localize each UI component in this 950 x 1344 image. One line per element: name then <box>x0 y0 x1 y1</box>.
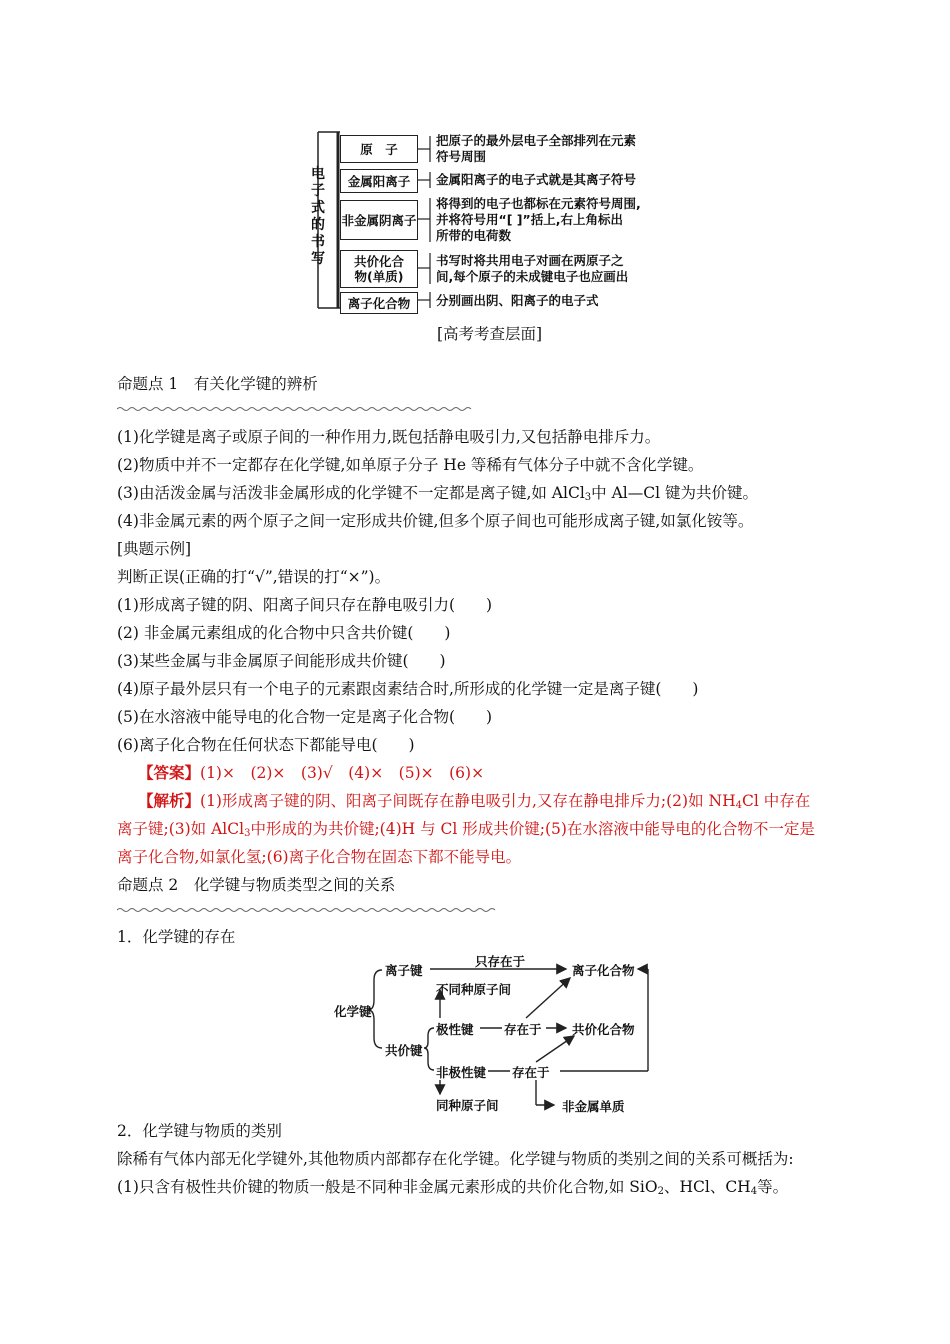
answer-label: 【答案】 <box>138 763 201 782</box>
point-1: (1)化学键是离子或原子间的一种作用力,既包括静电吸引力,又包括静电排斥力。 <box>117 428 661 446</box>
subscript: 3 <box>584 492 592 503</box>
node-covalent-bond: 共价键 <box>385 1043 423 1058</box>
question-stem: 判断正误(正确的打“√”,错误的打“×”)。 <box>117 568 391 586</box>
text-part: 离子键;(3)如 AlCl <box>117 820 245 838</box>
question-item-6: (6)离子化合物在任何状态下都能导电( ) <box>117 736 415 754</box>
node-nonmetal-element: 非金属单质 <box>562 1099 625 1114</box>
row-label-covalent <box>340 250 418 288</box>
analysis-line-2 <box>117 819 815 844</box>
text-part: Cl 中存在 <box>741 792 811 810</box>
text-part: 中 Al—Cl 键为共价键。 <box>591 484 758 502</box>
row-desc-covalent <box>436 253 628 285</box>
text-part: (3)由活泼金属与活泼非金属形成的化学键不一定都是离子键,如 AlCl <box>117 484 585 502</box>
node-ionic-compound: 离子化合物 <box>572 963 635 978</box>
point-4: (4)非金属元素的两个原子之间一定形成共价键,但多个原子间也可能形成离子键,如氯化铵等。 <box>117 512 754 530</box>
subscript: 3 <box>244 828 251 839</box>
question-item-1: (1)形成离子键的阴、阳离子间只存在静电吸引力( ) <box>117 596 493 614</box>
analysis-line-1 <box>138 791 810 816</box>
row-desc-ionic-compound <box>436 293 599 309</box>
node-same-atoms: 同种原子间 <box>436 1098 499 1113</box>
title-char: 书 <box>311 234 325 250</box>
desc-line: 所带的电荷数 <box>436 228 512 243</box>
point-3 <box>117 483 758 508</box>
question-item-5: (5)在水溶液中能导电的化合物一定是离子化合物( ) <box>117 708 493 726</box>
section-heading: 命题点 1 有关化学键的辨析 <box>117 375 318 393</box>
text-part: 等。 <box>757 1178 789 1196</box>
row-label-atom: 原 子 <box>340 135 418 163</box>
text-part: (1)形成离子键的阴、阳离子间既存在静电吸引力,又存在静电排斥力;(2)如 NH <box>200 792 736 810</box>
node-ionic-bond: 离子键 <box>385 963 423 978</box>
node-different-atoms: 不同种原子间 <box>436 982 512 997</box>
node-chemical-bond: 化学键 <box>334 1004 372 1019</box>
row-desc-metal-cation <box>436 172 636 188</box>
subheading-1: 1．化学键的存在 <box>117 928 236 946</box>
desc-line: 金属阳离子的电子式就是其离子符号 <box>436 172 637 187</box>
title-char: 电 <box>311 166 325 182</box>
desc-line: 间,每个原子的未成键电子也应画出 <box>436 269 629 284</box>
label-line: 共价化合 <box>353 254 404 269</box>
edge-label-exists-in: 存在于 <box>504 1022 542 1037</box>
text-part: (1)只含有极性共价键的物质一般是不同种非金属元素形成的共价化合物,如 SiO <box>117 1178 658 1196</box>
subscript: 4 <box>750 1186 758 1197</box>
example-tag: [典题示例] <box>117 540 192 558</box>
question-item-4: (4)原子最外层只有一个电子的元素跟卤素结合时,所形成的化学键一定是离子键( ) <box>117 680 699 698</box>
desc-line: 把原子的最外层电子全部排列在元素 <box>436 133 637 148</box>
edge-label-exists-in: 存在于 <box>512 1065 550 1080</box>
row-label-nonmetal-anion: 非金属阴离子 <box>340 200 418 240</box>
desc-line: 将得到的电子也都标在元素符号周围, <box>436 196 641 211</box>
text-part: 中形成的为共价键;(4)H 与 Cl 形成共价键;(5)在水溶液中能导电的化合物不一定是 <box>250 820 815 838</box>
label-line: 物(单质) <box>354 269 404 284</box>
subheading-2: 2．化学键与物质的类别 <box>117 1122 282 1140</box>
desc-line: 书写时将共用电子对画在两原子之 <box>436 253 624 268</box>
answer-text: (1)× (2)× (3)√ (4)× (5)× (6)× <box>200 764 485 782</box>
title-char: 写 <box>311 251 325 267</box>
point-2: (2)物质中并不一定都存在化学键,如单原子分子 He 等稀有气体分子中就不含化学键。 <box>117 456 704 474</box>
title-char: 式 <box>311 200 325 216</box>
node-polar-bond: 极性键 <box>436 1022 474 1037</box>
desc-line: 符号周围 <box>436 149 487 164</box>
subscript: 2 <box>657 1186 664 1197</box>
text-part: 、HCl、CH <box>663 1178 751 1196</box>
subscript: 4 <box>735 800 742 811</box>
diagram-caption: [高考考查层面] <box>437 325 543 343</box>
diagram-vertical-title <box>310 166 326 268</box>
answer-line <box>138 763 484 783</box>
edge-label-only-in: 只存在于 <box>475 954 526 969</box>
question-item-2: (2) 非金属元素组成的化合物中只含共价键( ) <box>117 624 451 642</box>
title-char: 的 <box>311 217 325 233</box>
desc-line: 分别画出阴、阳离子的电子式 <box>436 293 599 308</box>
wavy-underline <box>117 405 475 413</box>
node-nonpolar-bond: 非极性键 <box>436 1065 487 1080</box>
section-heading: 命题点 2 化学键与物质类型之间的关系 <box>117 876 396 894</box>
title-char: 子 <box>311 183 325 199</box>
desc-line: 并将符号用“[ ]”括上,右上角标出 <box>436 212 623 227</box>
node-covalent-compound: 共价化合物 <box>572 1022 635 1037</box>
row-desc-atom <box>436 133 636 165</box>
wavy-underline <box>117 906 499 914</box>
intro-paragraph: 除稀有气体内部无化学键外,其他物质内部都存在化学键。化学键与物质的类别之间的关系可概括为: <box>117 1150 794 1168</box>
row-desc-nonmetal-anion <box>436 196 641 244</box>
question-item-3: (3)某些金属与非金属原子间能形成共价键( ) <box>117 652 446 670</box>
item-line <box>117 1177 788 1202</box>
analysis-label: 【解析】 <box>138 791 201 810</box>
row-label-ionic-compound: 离子化合物 <box>340 292 418 314</box>
analysis-line-3: 离子化合物,如氯化氢;(6)离子化合物在固态下都不能导电。 <box>117 848 522 866</box>
row-label-metal-cation: 金属阳离子 <box>340 169 418 193</box>
